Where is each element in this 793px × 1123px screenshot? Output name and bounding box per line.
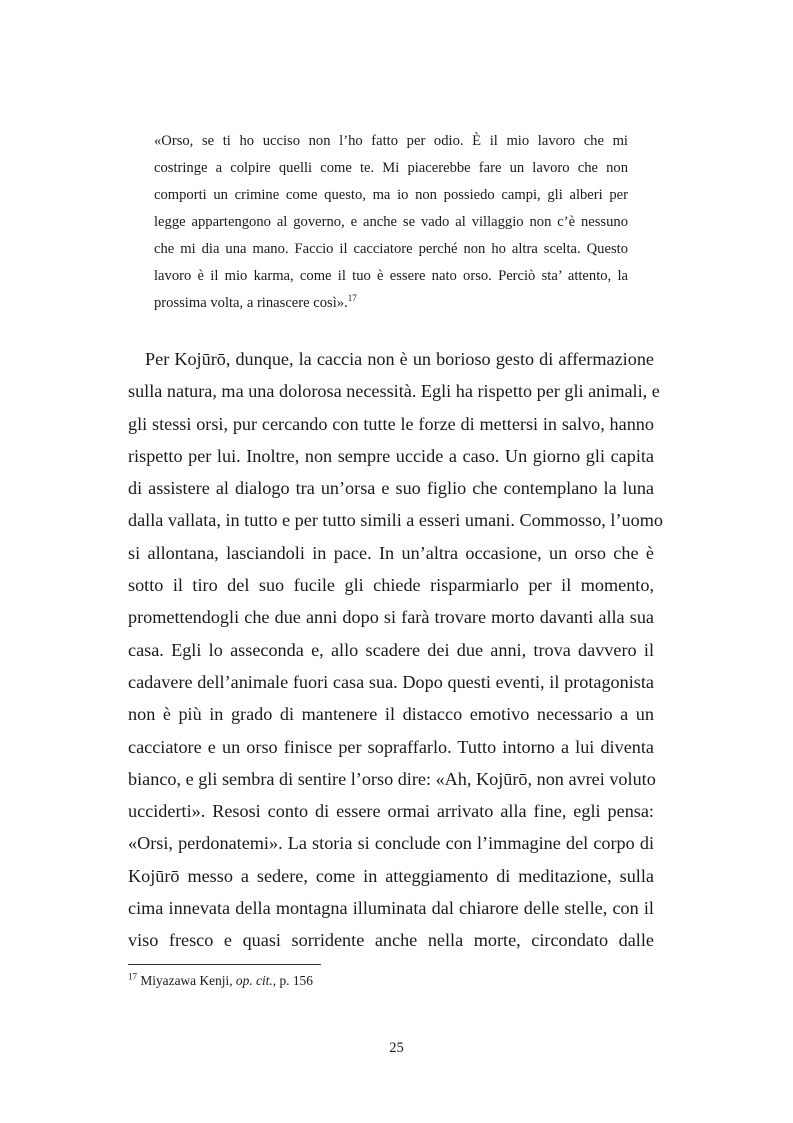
footnote-divider	[128, 964, 321, 965]
footnote-author: Miyazawa Kenji,	[140, 973, 236, 988]
paragraph-line: sotto il tiro del suo fucile gli chiede risparmiarlo per il momento,	[128, 575, 654, 596]
footnote-number: 17	[128, 971, 137, 982]
paragraph-line: bianco, e gli sembra di sentire l’orso dire: «Ah, Kojūrō, non avrei voluto	[128, 768, 656, 789]
quote-line: costringe a colpire quelli come te. Mi piacerebbe fare un lavoro che non	[154, 160, 628, 176]
paragraph-line: casa. Egli lo asseconda e, allo scadere dei due anni, trova davvero il	[128, 639, 654, 660]
paragraph-line: cadavere dell’animale fuori casa sua. Dopo questi eventi, il protagonista	[128, 671, 654, 692]
quote-line: comporti un crimine come questo, ma io non possiedo campi, gli alberi per	[154, 187, 628, 203]
paragraph-line: «Orsi, perdonatemi». La storia si conclude con l’immagine del corpo di	[128, 833, 654, 854]
quote-line: «Orso, se ti ho ucciso non l’ho fatto per odio. È il mio lavoro che mi	[154, 133, 628, 149]
paragraph-line: di assistere al dialogo tra un’orsa e suo figlio che contemplano la luna	[128, 478, 654, 499]
paragraph-line: promettendogli che due anni dopo si farà trovare morto davanti alla sua	[128, 607, 654, 628]
footnote-work: op. cit.	[235, 973, 273, 988]
body-paragraph	[128, 343, 663, 957]
paragraph-line: si allontana, lasciandoli in pace. In un’altra occasione, un orso che è	[128, 542, 654, 563]
paragraph-line: ucciderti». Resosi conto di essere ormai arrivato alla fine, egli pensa:	[128, 801, 654, 822]
quote-line-last	[154, 290, 628, 317]
paragraph-line: Kojūrō messo a sedere, come in atteggiamento di meditazione, sulla	[128, 865, 654, 886]
footnote	[128, 972, 528, 990]
paragraph-line: cima innevata della montagna illuminata dal chiarore delle stelle, con il	[128, 898, 654, 919]
paragraph-line: rispetto per lui. Inoltre, non sempre uccide a caso. Un giorno gli capita	[128, 445, 654, 466]
page-number: 25	[389, 1040, 404, 1056]
paragraph-line: sulla natura, ma una dolorosa necessità. Egli ha rispetto per gli animali, e	[128, 381, 660, 402]
footnote-page: , p. 156	[272, 973, 313, 988]
block-quote	[154, 128, 628, 317]
paragraph-line: viso fresco e quasi sorridente anche nella morte, circondato dalle	[128, 930, 654, 951]
quote-line: legge appartengono al governo, e anche se vado al villaggio non c’è nessuno	[154, 214, 628, 230]
quote-line: lavoro è il mio karma, come il tuo è essere nato orso. Perciò sta’ attento, la	[154, 268, 628, 284]
paragraph-line: non è più in grado di mantenere il distacco emotivo necessario a un	[128, 704, 654, 725]
paragraph-line: cacciatore e un orso finisce per sopraffarlo. Tutto intorno a lui diventa	[128, 736, 654, 757]
footnote-reference[interactable]: 17	[347, 293, 357, 304]
paragraph-line: Per Kojūrō, dunque, la caccia non è un borioso gesto di affermazione	[145, 349, 654, 369]
quote-line: che mi dia una mano. Faccio il cacciatore perché non ho altra scelta. Questo	[154, 241, 628, 257]
quote-line-text: prossima volta, a rinascere così».	[154, 295, 348, 311]
paragraph-line: gli stessi orsi, pur cercando con tutte le forze di mettersi in salvo, hanno	[128, 413, 654, 434]
paragraph-line: dalla vallata, in tutto e per tutto simili a esseri umani. Commosso, l’uomo	[128, 510, 663, 531]
